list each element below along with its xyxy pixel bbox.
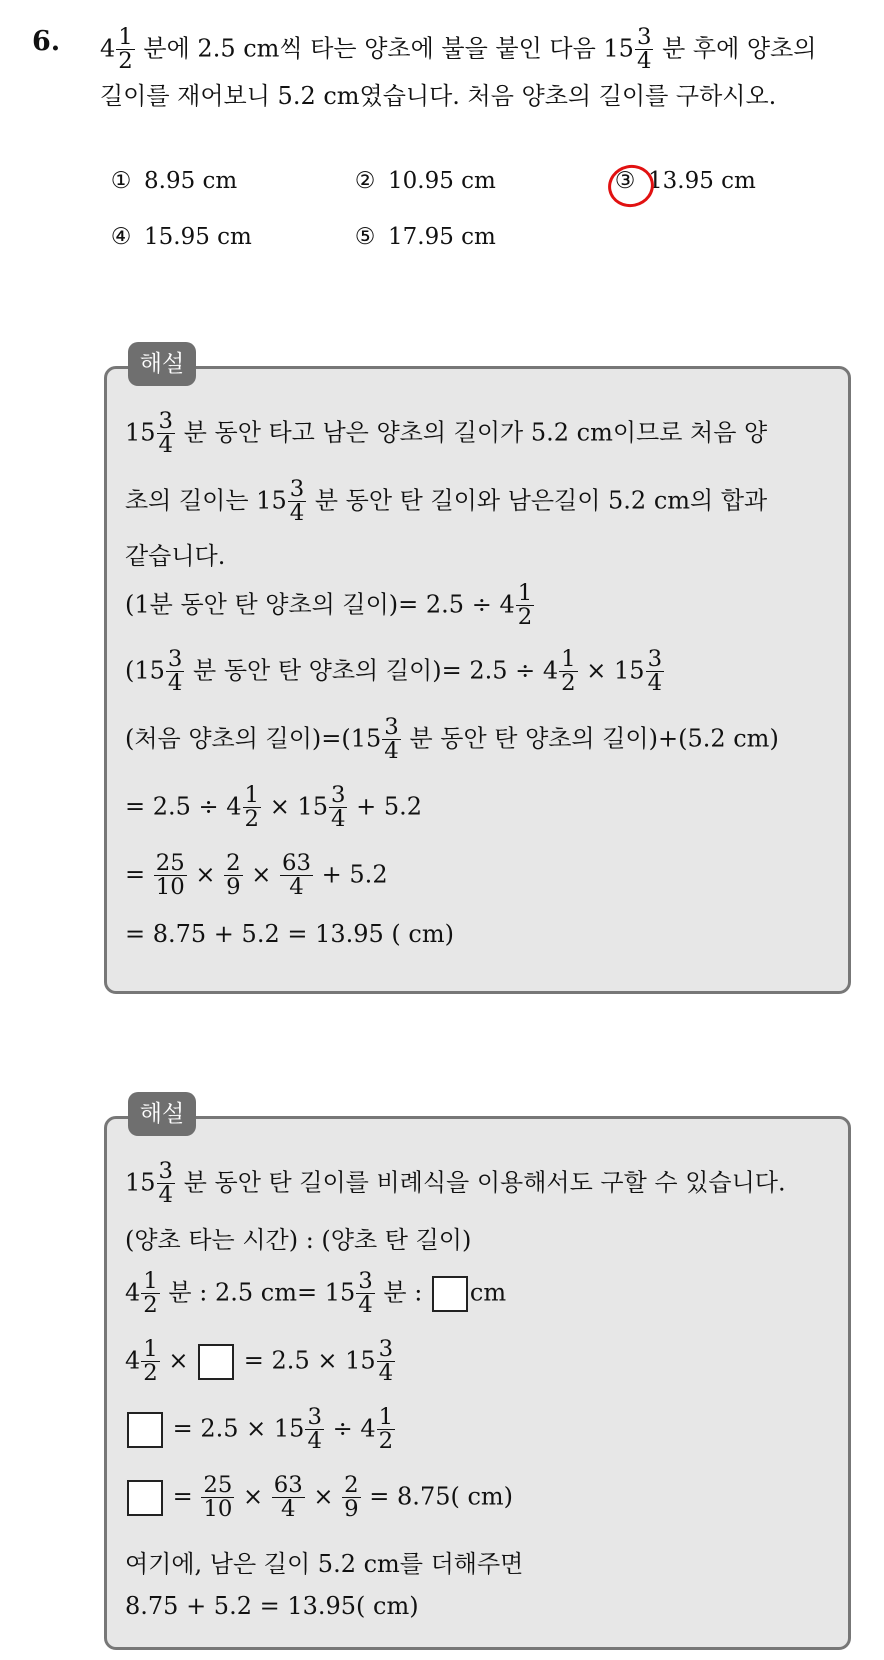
fraction: $\frac{2}{9}$ [344, 1472, 359, 1523]
choice-text: 10.95 cm [388, 168, 496, 194]
choice-5[interactable] [352, 224, 496, 250]
sol1-line-5: (15 $\frac{3}{4}$ 분 동안 탄 양초의 길이)= 2.5 ÷ 4 $\frac{1}{2}$ × 15 $\frac{3}{4}$ [125, 646, 663, 697]
sol1-line-1: 15 $\frac{3}{4}$ 분 동안 타고 남은 양초의 길이가 5.2 cm이므로 처음 양 [125, 408, 768, 459]
q-text: 분 후에 양초의 [654, 34, 817, 63]
sol1-line-6: (처음 양초의 길이)=(15 $\frac{3}{4}$ 분 동안 탄 양초의 길이)+(5.2 cm) [125, 714, 779, 765]
fraction: $\frac{25}{10}$ [203, 1472, 233, 1523]
sol2-line-2: (양초 타는 시간) : (양초 탄 길이) [125, 1226, 472, 1254]
sol1-line-7: = 2.5 ÷ 4 $\frac{1}{2}$ × 15 $\frac{3}{4}$ + 5.2 [125, 782, 423, 833]
sol2-line-5: = 2.5 × 15 $\frac{3}{4}$ ÷ 4 $\frac{1}{2}$ [125, 1406, 396, 1454]
choice-number: ② [354, 168, 376, 194]
sol2-line-1: 15 $\frac{3}{4}$ 분 동안 탄 길이를 비례식을 이용해서도 구할 수 있습니다. [125, 1158, 786, 1209]
sol2-line-3: 4 $\frac{1}{2}$ 분 : 2.5 cm= 15 $\frac{3}{4}$ 분 : cm [125, 1268, 507, 1319]
choice-2[interactable] [352, 168, 496, 194]
question-line-1 [100, 26, 816, 74]
question-number: 6. [32, 26, 61, 57]
sol1-line-8: = $\frac{25}{10}$ × $\frac{2}{9}$ × $\frac{63}{4}$ + 5.2 [125, 850, 388, 901]
fraction: $\frac{63}{4}$ [273, 1472, 303, 1523]
choice-number: ④ [110, 224, 132, 250]
fraction: $\frac{1}{2}$ [378, 1404, 394, 1455]
fraction: $\frac{3}{4}$ [289, 476, 305, 527]
question-line-2: 길이를 재어보니 5.2 cm였습니다. 처음 양초의 길이를 구하시오. [100, 82, 777, 110]
blank-box [198, 1344, 234, 1380]
choice-text: 15.95 cm [144, 224, 252, 250]
choice-number: ③ [614, 168, 636, 194]
fraction: $\frac{3}{4}$ [636, 24, 652, 75]
sol2-line-4: 4 $\frac{1}{2}$ × = 2.5 × 15 $\frac{3}{4}$ [125, 1336, 394, 1387]
fraction: $\frac{3}{4}$ [158, 1158, 174, 1209]
fraction: $\frac{1}{2}$ [118, 24, 133, 75]
choice-number: ⑤ [354, 224, 376, 250]
q-text: 분에 2.5 cm씩 타는 양초에 불을 붙인 다음 15 [135, 34, 634, 63]
choice-text: 13.95 cm [648, 168, 756, 194]
fraction: $\frac{3}{4}$ [378, 1336, 394, 1387]
sol1-line-9: = 8.75 + 5.2 = 13.95 ( cm) [125, 920, 454, 948]
sol2-line-6: = $\frac{25}{10}$ × $\frac{63}{4}$ × $\frac{2}{9}$ = 8.75( cm) [125, 1474, 513, 1522]
blank-box [432, 1276, 468, 1312]
solution-tag-1: 해설 [128, 342, 196, 386]
fraction: $\frac{3}{4}$ [358, 1268, 373, 1319]
blank-box [127, 1480, 163, 1516]
q-text: 4 [100, 34, 116, 63]
fraction: $\frac{1}{2}$ [244, 782, 260, 833]
fraction: $\frac{3}{4}$ [167, 646, 183, 697]
sol1-line-4: (1분 동안 탄 양초의 길이)= 2.5 ÷ 4 $\frac{1}{2}$ [125, 580, 533, 631]
sol1-line-2: 초의 길이는 15 $\frac{3}{4}$ 분 동안 탄 길이와 남은길이 5.2 cm의 합과 [125, 476, 768, 527]
sol2-line-7: 여기에, 남은 길이 5.2 cm를 더해주면 [125, 1550, 524, 1578]
fraction: $\frac{3}{4}$ [307, 1404, 322, 1455]
fraction: $\frac{1}{2}$ [561, 646, 576, 697]
choice-number: ① [110, 168, 132, 194]
fraction: $\frac{2}{9}$ [226, 850, 241, 901]
fraction: $\frac{3}{4}$ [330, 782, 346, 833]
choice-text: 17.95 cm [388, 224, 496, 250]
fraction: $\frac{25}{10}$ [155, 850, 185, 901]
fraction: $\frac{3}{4}$ [647, 646, 663, 697]
choice-text: 8.95 cm [144, 168, 238, 194]
sol1-line-3: 같습니다. [125, 542, 226, 570]
fraction: $\frac{1}{2}$ [143, 1268, 158, 1319]
choice-4[interactable] [108, 224, 252, 250]
fraction: $\frac{3}{4}$ [158, 408, 174, 459]
choice-1[interactable] [108, 168, 237, 194]
blank-box [127, 1412, 163, 1448]
solution-tag-2: 해설 [128, 1092, 196, 1136]
fraction: $\frac{3}{4}$ [384, 714, 399, 765]
fraction: $\frac{1}{2}$ [517, 580, 533, 631]
fraction: $\frac{63}{4}$ [282, 850, 312, 901]
sol2-line-8: 8.75 + 5.2 = 13.95( cm) [125, 1592, 419, 1620]
fraction: $\frac{1}{2}$ [143, 1336, 158, 1387]
